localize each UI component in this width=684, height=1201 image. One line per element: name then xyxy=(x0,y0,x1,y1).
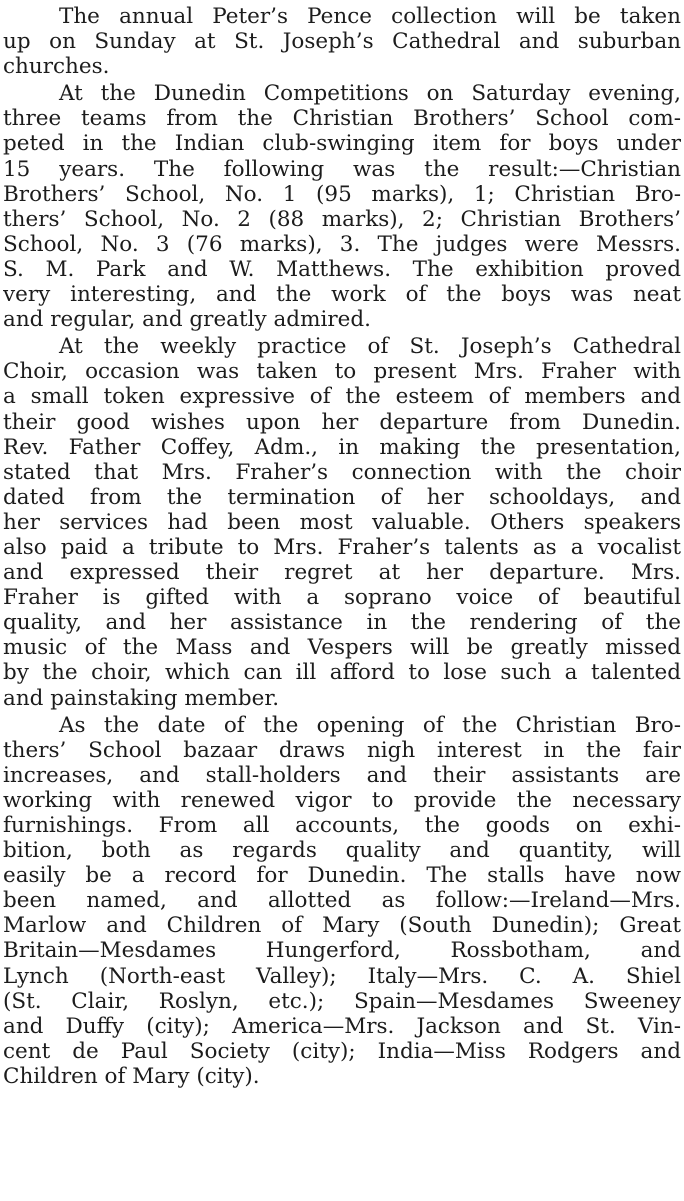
text-line: furnishings. From all accounts, the goods on exhi- xyxy=(3,813,681,838)
text-line: Brothers’ School, No. 1 (95 marks), 1; Christian Bro- xyxy=(3,181,681,207)
text-line: been named, and allotted as follow:—Ireland—Mrs. xyxy=(3,888,681,914)
text-line: Britain—Mesdames Hungerford, Rossbotham, and xyxy=(3,938,681,964)
text-line: and expressed their regret at her departure. Mrs. xyxy=(3,560,681,586)
text-line: (St. Clair, Roslyn, etc.); Spain—Mesdames Sweeney xyxy=(3,988,681,1014)
text-line: Fraher is gifted with a soprano voice of beautiful xyxy=(3,585,681,611)
text-line: working with renewed vigor to provide the necessary xyxy=(3,787,681,813)
text-line: Children of Mary (city). xyxy=(3,1063,260,1089)
text-line: S. M. Park and W. Matthews. The exhibition proved xyxy=(3,256,681,282)
text-line: stated that Mrs. Fraher’s connection with the choir xyxy=(3,459,681,485)
text-line: and painstaking member. xyxy=(3,685,280,711)
text-line: thers’ School, No. 2 (88 marks), 2; Christian Brothers’ xyxy=(3,206,681,232)
text-line: peted in the Indian club-swinging item for boys under xyxy=(3,131,681,157)
text-line: Choir, occasion was taken to present Mrs. Fraher with xyxy=(3,359,681,385)
text-line: At the Dunedin Competitions on Saturday evening, xyxy=(59,81,681,107)
text-line: and regular, and greatly admired. xyxy=(3,307,371,333)
text-line: cent de Paul Society (city); India—Miss Rodgers and xyxy=(3,1038,681,1064)
text-line: bition, both as regards quality and quantity, will xyxy=(3,838,681,864)
text-line: quality, and her assistance in the rendering of the xyxy=(3,610,681,636)
text-line: three teams from the Christian Brothers’ School com- xyxy=(3,106,681,132)
text-line: their good wishes upon her departure from Dunedin. xyxy=(3,409,681,435)
text-line: music of the Mass and Vespers will be greatly missed xyxy=(3,635,681,661)
text-line: School, No. 3 (76 marks), 3. The judges were Messrs. xyxy=(3,231,681,257)
text-line: also paid a tribute to Mrs. Fraher’s talents as a vocalist xyxy=(3,534,681,560)
text-line: As the date of the opening of the Christian Bro- xyxy=(59,712,681,738)
text-line: dated from the termination of her schooldays, and xyxy=(3,484,681,510)
paragraph-bazaar xyxy=(3,713,681,1089)
paragraph-choir xyxy=(3,334,681,710)
text-line: 15 years. The following was the result:—Christian xyxy=(3,156,681,182)
text-line: The annual Peter’s Pence collection will be taken xyxy=(59,4,681,29)
text-line: Lynch (North-east Valley); Italy—Mrs. C. A. Shiel xyxy=(3,963,681,989)
paragraph-competitions xyxy=(3,81,681,332)
text-line: Marlow and Children of Mary (South Dunedin); Great xyxy=(3,913,681,939)
paragraph-peters-pence xyxy=(3,4,681,79)
text-line: easily be a record for Dunedin. The stalls have now xyxy=(3,863,681,889)
text-line: and Duffy (city); America—Mrs. Jackson and St. Vin- xyxy=(3,1013,681,1039)
text-line: thers’ School bazaar draws nigh interest in the fair xyxy=(3,737,681,763)
text-line: churches. xyxy=(3,54,110,80)
text-line: by the choir, which can ill afford to lose such a talented xyxy=(3,660,681,686)
text-line: a small token expressive of the esteem of members and xyxy=(3,384,681,410)
text-line: her services had been most valuable. Others speakers xyxy=(3,509,681,535)
text-line: increases, and stall-holders and their assistants are xyxy=(3,762,681,788)
text-line: Rev. Father Coffey, Adm., in making the presentation, xyxy=(3,434,681,460)
text-line: up on Sunday at St. Joseph’s Cathedral and suburban xyxy=(3,29,681,55)
article-column xyxy=(3,4,681,1089)
text-line: At the weekly practice of St. Joseph’s Cathedral xyxy=(59,334,681,360)
text-line: very interesting, and the work of the boys was neat xyxy=(3,282,681,308)
